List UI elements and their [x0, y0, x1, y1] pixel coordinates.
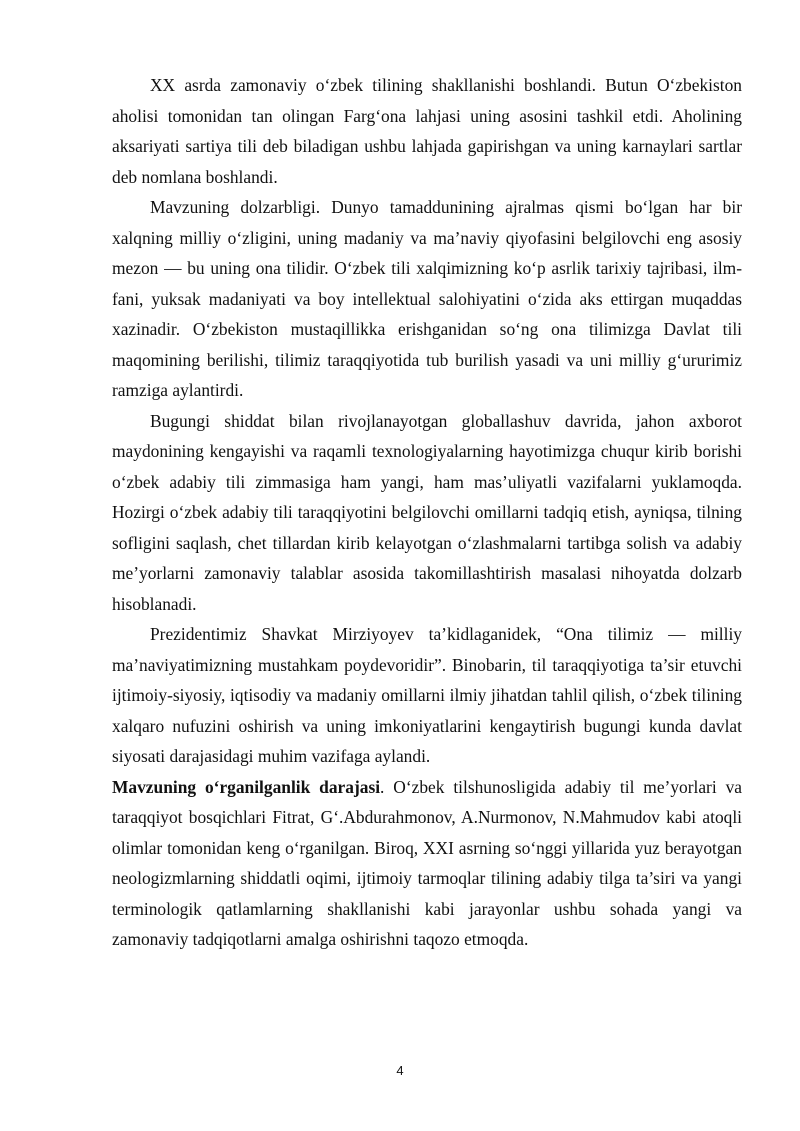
paragraph-globalization — [112, 406, 742, 620]
document-page — [112, 70, 742, 955]
paragraph-study-degree — [112, 772, 742, 955]
page-number: 4 — [396, 1063, 404, 1078]
paragraph-intro — [112, 70, 742, 192]
paragraph-relevance-text: Mavzuning dolzarbligi. Dunyo tamaddunining ajralmas qismi bo‘lgan har bir xalqning milliy o‘zligini, uning madaniy va ma’naviy qiyofasini belgilovchi eng asosiy mezon — bu uning ona tilidir. O‘zbek tili xalqimizning ko‘p asrlik tarixiy tajribasi, ilm-fani, yuksak madaniyati va boy intellektual salohiyatini o‘zida aks ettirgan muqaddas xazinadir. O‘zbekiston mustaqillikka erishganidan so‘ng ona tilimizga Davlat tili maqomining berilishi, tilimiz taraqqiyotida tub burilish yasadi va uni milliy g‘ururimiz ramziga aylantirdi. — [112, 197, 742, 400]
paragraph-relevance — [112, 192, 742, 406]
paragraph-study-degree-text: . O‘zbek tilshunosligida adabiy til me’yorlari va taraqqiyot bosqichlari Fitrat, G‘.Abdurahmonov, A.Nurmonov, N.Mahmudov kabi atoqli olimlar tomonidan keng o‘rganilgan. Biroq, XXI asrning so‘nggi yillarida yuz berayotgan neologizmlarning shiddatli oqimi, ijtimoiy tarmoqlar tilining adabiy tilga ta’siri va yangi terminologik qatlamlarning shakllanishi kabi jarayonlar ushbu sohada yangi va zamonaviy tadqiqotlarni amalga oshirishni taqozo etmoqda. — [112, 776, 742, 949]
paragraph-intro-text: XX asrda zamonaviy o‘zbek tilining shakllanishi boshlandi. Butun O‘zbekiston aholisi tomonidan tan olingan Farg‘ona lahjasi uning asosini tashkil etdi. Aholining aksariyati sartiya tili deb biladigan ushbu lahjada gapirishgan va uning karnaylari sartlar deb nomlana boshlandi. — [112, 75, 742, 187]
paragraph-president-quote-text: Prezidentimiz Shavkat Mirziyoyev ta’kidlaganidek, “Ona tilimiz — milliy ma’naviyatimizning mustahkam poydevoridir”. Binobarin, til taraqqiyotiga ta’sir etuvchi ijtimoiy-siyosiy, iqtisodiy va madaniy omillarni ilmiy jihatdan tahlil qilish, o‘zbek tilining xalqaro nufuzini oshirish va uning imkoniyatlarini kengaytirish bugungi kunda davlat siyosati darajasidagi muhim vazifaga aylandi. — [112, 624, 742, 766]
paragraph-president-quote — [112, 619, 742, 772]
section-heading: Mavzuning o‘rganilganlik darajasi — [112, 776, 381, 797]
paragraph-globalization-text: Bugungi shiddat bilan rivojlanayotgan globallashuv davrida, jahon axborot maydonining kengayishi va raqamli texnologiyalarning hayotimizga chuqur kirib borishi o‘zbek adabiy tili zimmasiga ham yangi, ham mas’uliyatli vazifalarni yuklamoqda. Hozirgi o‘zbek adabiy tili taraqqiyotini belgilovchi omillarni tadqiq etish, ayniqsa, tilning sofligini saqlash, chet tillardan kirib kelayotgan o‘zlashmalarni tartibga solish va adabiy me’yorlarni zamonaviy talablar asosida takomillashtirish masalasi nihoyatda dolzarb hisoblanadi. — [112, 410, 742, 614]
